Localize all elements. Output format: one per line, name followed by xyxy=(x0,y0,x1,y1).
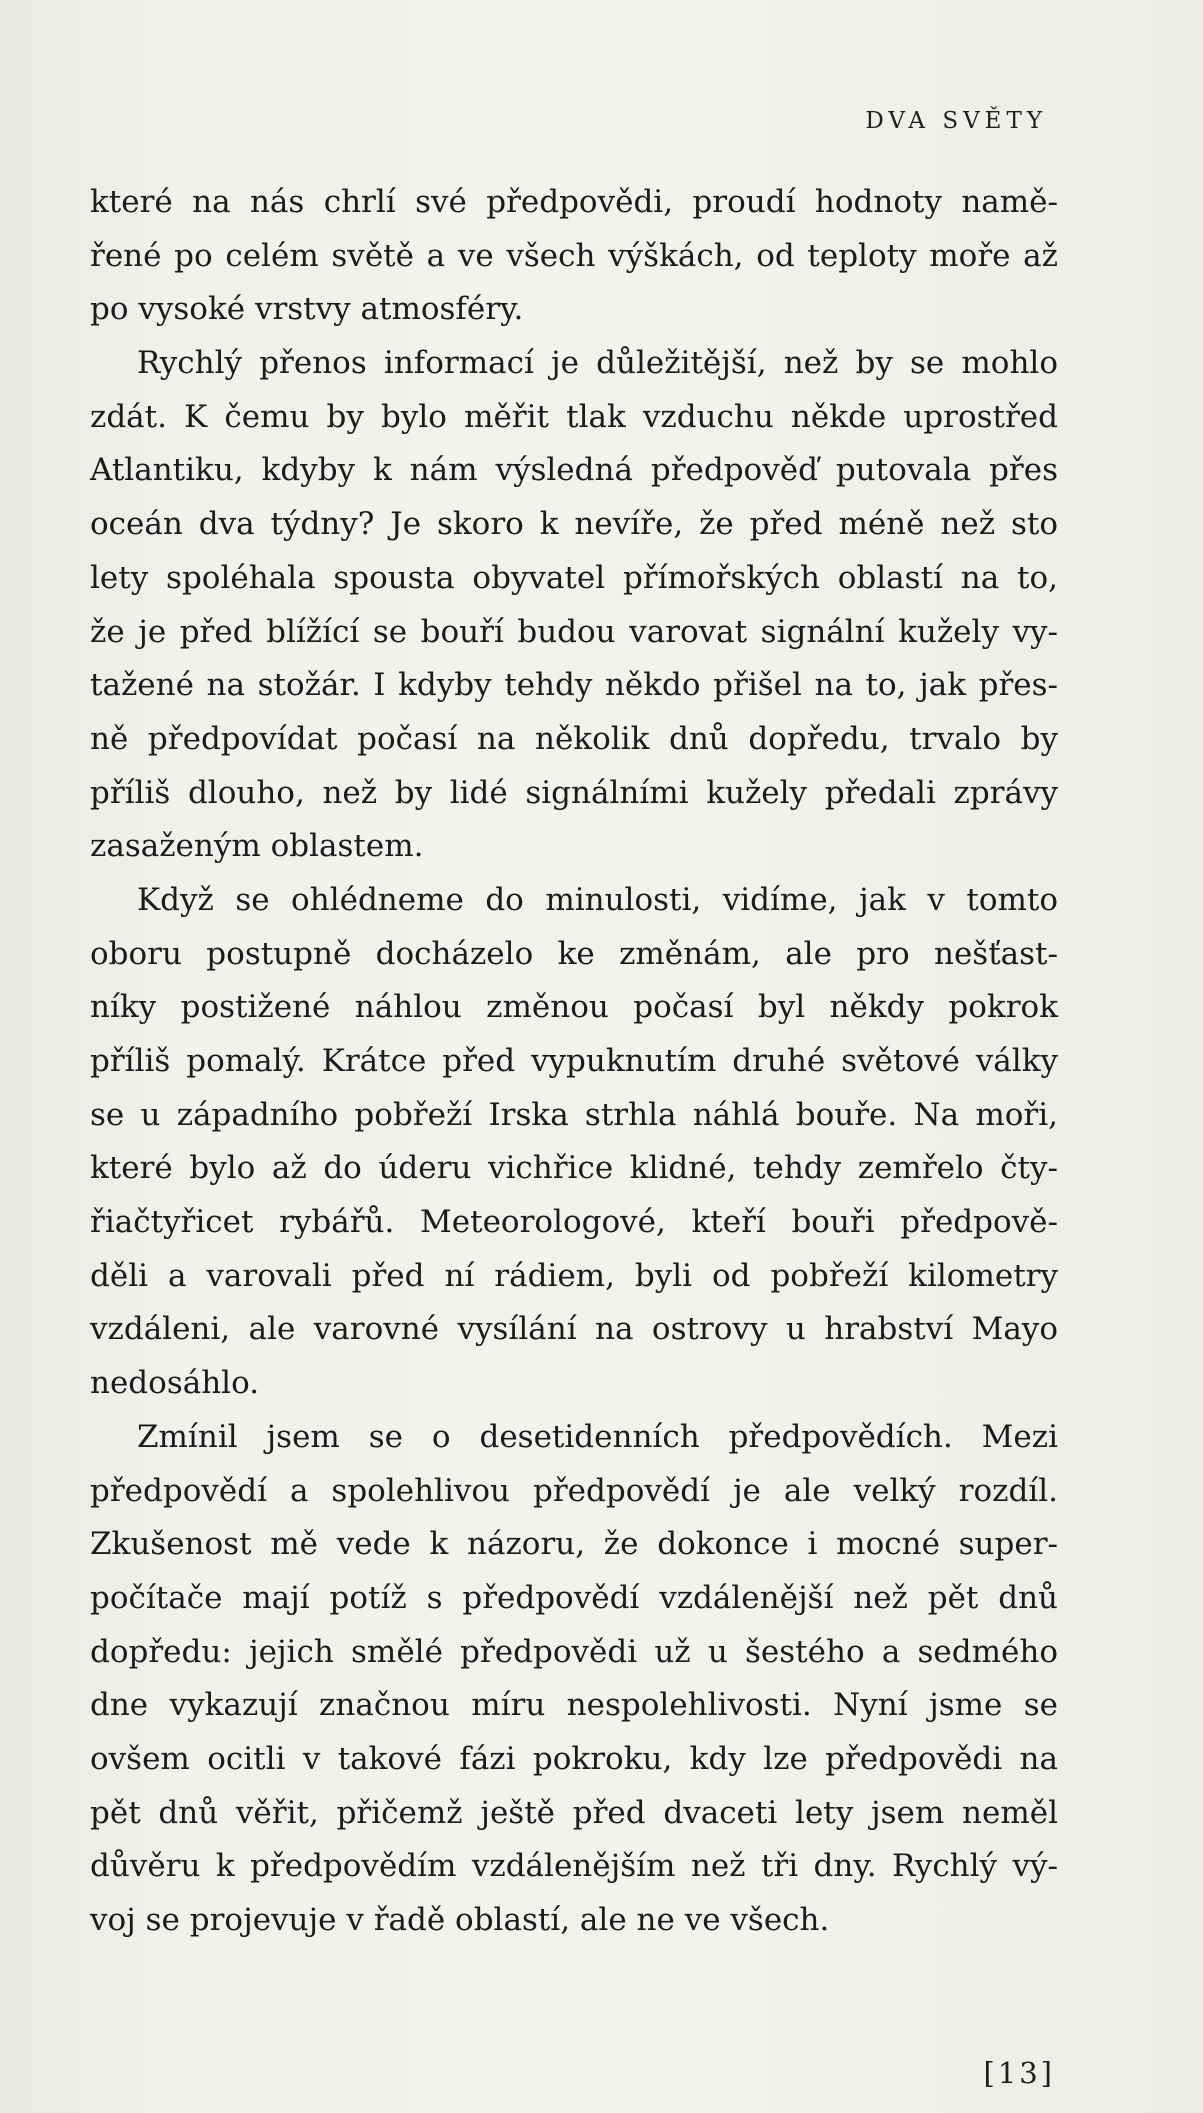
text-line: vzdáleni, ale varovné vysílání na ostrovy u hrabství Mayo xyxy=(90,1311,1058,1348)
text-line: tažené na stožár. I kdyby tehdy někdo přišel na to, jak přes- xyxy=(90,667,1058,704)
paragraph xyxy=(90,1411,1058,1948)
body-text xyxy=(90,176,1058,1948)
text-line: ně předpovídat počasí na několik dnů dopředu, trvalo by xyxy=(90,720,1058,757)
text-line: příliš dlouho, než by lidé signálními kužely předali zprávy xyxy=(90,774,1058,811)
text-line: pět dnů věřit, přičemž ještě před dvaceti lety jsem neměl xyxy=(90,1794,1058,1831)
text-line: zdát. K čemu by bylo měřit tlak vzduchu někde uprostřed xyxy=(90,398,1058,435)
text-line: oceán dva týdny? Je skoro k nevíře, že před méně než sto xyxy=(90,506,1058,543)
text-line: po vysoké vrstvy atmosféry. xyxy=(90,291,524,328)
text-line: ovšem ocitli v takové fázi pokroku, kdy lze předpovědi na xyxy=(90,1740,1058,1777)
text-line: důvěru k předpovědím vzdálenějším než tři dny. Rychlý vý- xyxy=(90,1848,1058,1885)
text-line: které na nás chrlí své předpovědi, proudí hodnoty namě- xyxy=(90,184,1058,220)
paragraph xyxy=(90,176,1058,337)
paragraph xyxy=(90,337,1058,874)
text-line: dne vykazují značnou míru nespolehlivosti. Nyní jsme se xyxy=(90,1687,1058,1724)
text-line: řené po celém světě a ve všech výškách, od teploty moře až xyxy=(90,237,1058,274)
page-number: [13] xyxy=(983,2056,1055,2090)
text-line: nedosáhlo. xyxy=(90,1365,260,1402)
text-line: Zkušenost mě vede k názoru, že dokonce i mocné super- xyxy=(90,1526,1058,1563)
text-line: voj se projevuje v řadě oblastí, ale ne ve všech. xyxy=(90,1902,830,1938)
text-line: předpovědí a spolehlivou předpovědí je ale velký rozdíl. xyxy=(90,1472,1058,1509)
paragraph xyxy=(90,874,1058,1411)
text-line: Zmínil jsem se o desetidenních předpovědích. Mezi xyxy=(137,1418,1058,1455)
text-line: které bylo až do úderu vichřice klidné, tehdy zemřelo čty- xyxy=(90,1150,1058,1187)
text-line: že je před blížící se bouří budou varovat signální kužely vy- xyxy=(90,613,1058,650)
text-line: oboru postupně docházelo ke změnám, ale pro nešťast- xyxy=(90,935,1058,972)
text-line: se u západního pobřeží Irska strhla náhlá bouře. Na moři, xyxy=(90,1096,1058,1133)
text-line: níky postižené náhlou změnou počasí byl někdy pokrok xyxy=(90,989,1058,1026)
text-line: dopředu: jejich smělé předpovědi už u šestého a sedmého xyxy=(90,1633,1058,1670)
running-head: DVA SVĚTY xyxy=(865,108,1047,134)
text-line: příliš pomalý. Krátce před vypuknutím druhé světové války xyxy=(90,1043,1058,1079)
text-line: Atlantiku, kdyby k nám výsledná předpověď putovala přes xyxy=(90,452,1058,489)
text-line: počítače mají potíž s předpovědí vzdálenější než pět dnů xyxy=(90,1579,1058,1616)
text-line: zasaženým oblastem. xyxy=(90,828,424,865)
text-line: lety spoléhala spousta obyvatel přímořských oblastí na to, xyxy=(90,559,1058,596)
text-line: řiačtyřicet rybářů. Meteorologové, kteří bouři předpově- xyxy=(90,1204,1058,1241)
text-line: Rychlý přenos informací je důležitější, než by se mohlo xyxy=(137,345,1058,382)
text-line: děli a varovali před ní rádiem, byli od pobřeží kilometry xyxy=(90,1257,1058,1294)
text-line: Když se ohlédneme do minulosti, vidíme, jak v tomto xyxy=(137,881,1058,918)
